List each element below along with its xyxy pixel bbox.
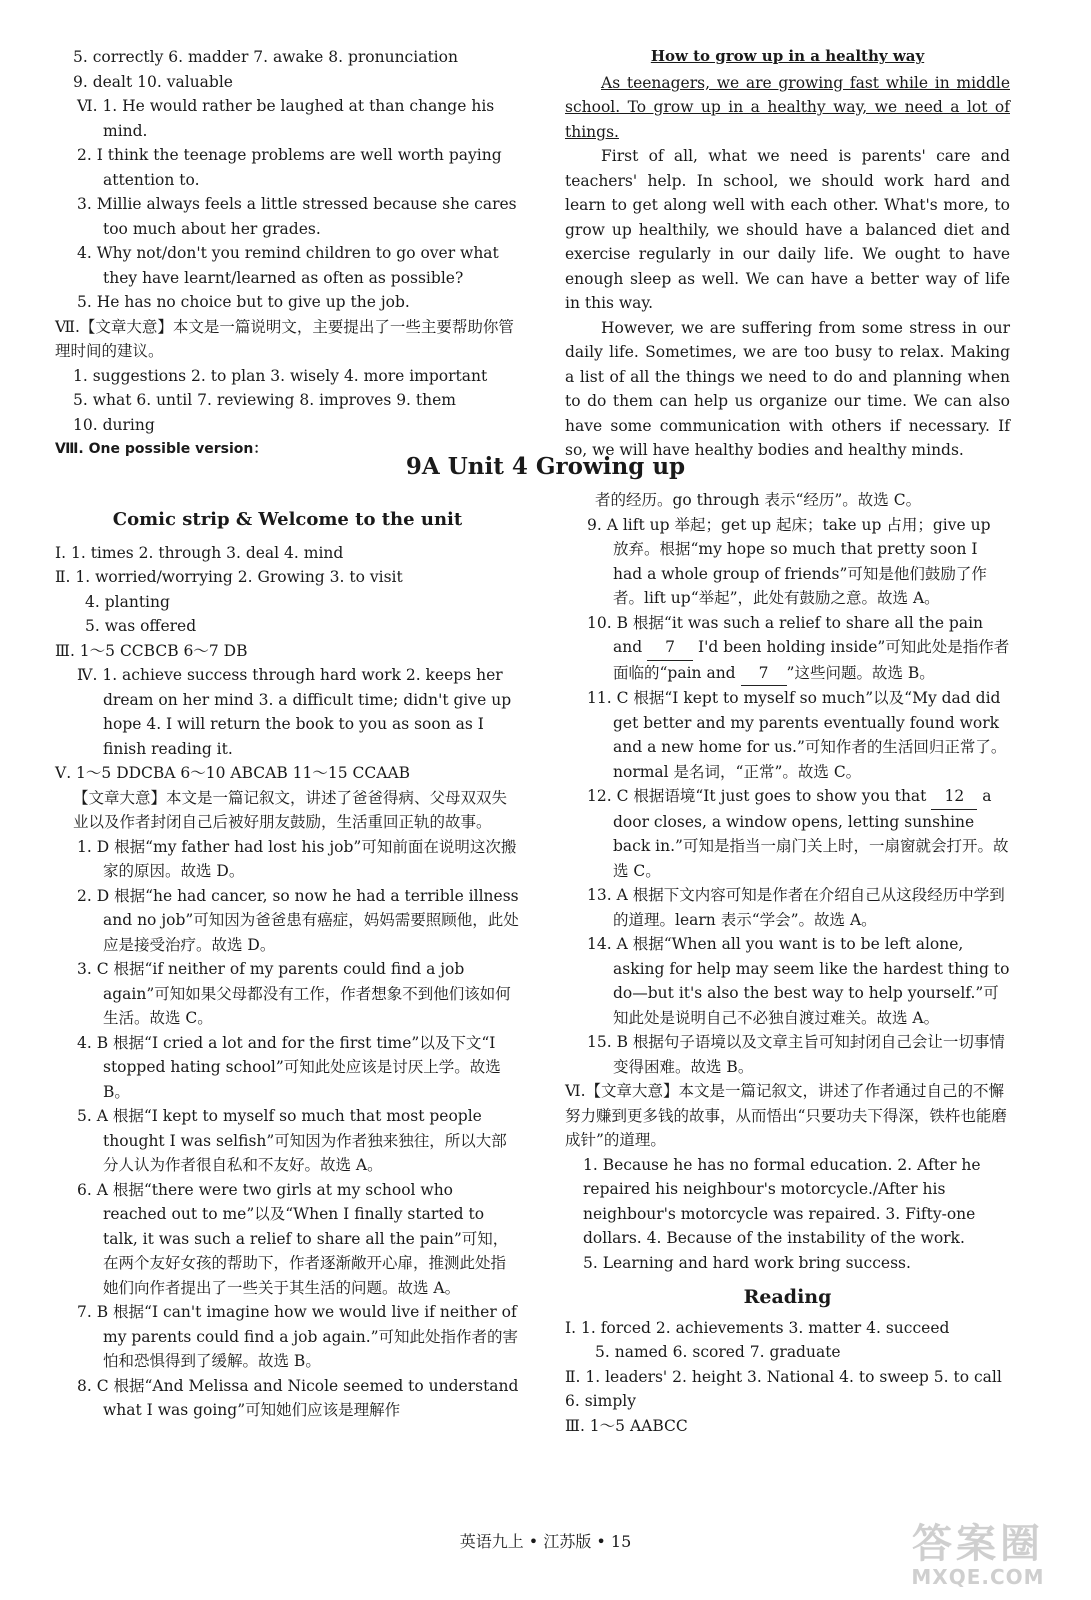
answer-line: 6. A 根据“there were two girls at my school who reached out to me”以及“When I finally started to talk, it was such a relief to share all the pain”可知，在两个友好女孩的帮助下，作者逐渐敞开心扉，推测此处指她们向作者提出了一些关于其生活的问题。故选 A。	[77, 1180, 509, 1297]
right-column	[565, 488, 1010, 1438]
answer-line: 者的经历。go through 表示“经历”。故选 C。	[595, 491, 922, 509]
answer-line: 9. A lift up 举起；get up 起床；take up 占用；give up 放弃。根据“my hope so much that pretty soon I had a whole group of friends”可知是他们鼓励了作者。lift up“举起”，此处有鼓励之意。故选 A。	[587, 515, 991, 607]
answer-q12: 12. C 根据语境“It just goes to show you that 12 a door closes, a window opens, letting sunshine back in.”可知是指当一扇门关上时，一扇窗就会打开。故选 C。	[565, 784, 1010, 883]
right-answer-list-c	[565, 883, 1010, 1275]
right-answer-list-a	[565, 488, 1010, 611]
answer-line: 5. correctly 6. madder 7. awake 8. pronunciation	[73, 48, 458, 66]
answer-line: 14. A 根据“When all you want is to be left alone, asking for help may seem like the hardest thing to do—but it's also the best way to help yourself.”可知此处是说明自己不必独自渡过难关。故选 A。	[587, 935, 1010, 1027]
answer-line: 2. I think the teenage problems are well worth paying attention to.	[77, 146, 502, 189]
answer-line: 8. C 根据“And Melissa and Nicole seemed to understand what I was going”可知她们应该是理解作	[77, 1376, 519, 1419]
essay-title: How to grow up in a healthy way	[650, 47, 925, 65]
left-answer-list	[55, 541, 520, 1423]
blank-12: 12	[931, 784, 977, 810]
model-essay	[565, 44, 1010, 463]
answer-line: 1. D 根据“my father had lost his job”可知前面在说明这次搬家的原因。故选 D。	[77, 837, 517, 880]
answer-line: 7. B 根据“I can't imagine how we would live if neither of my parents could find a job again.”可知此处指作者的害怕和恐惧得到了缓解。故选 B。	[77, 1303, 519, 1370]
answer-line: Ⅶ.【文章大意】本文是一篇说明文，主要提出了一些主要帮助你管理时间的建议。	[55, 317, 514, 360]
answer-line: 3. C 根据“if neither of my parents could find a job again”可知如果父母都没有工作，作者想象不到他们该如何生活。故选 C。	[77, 960, 511, 1027]
watermark-logo	[883, 1522, 1073, 1592]
answer-q10: 10. B 根据“it was such a relief to share all the pain and 7 I'd been holding inside”可知此处是指作者面临的“pain and 7 ”这些问题。故选 B。	[565, 611, 1010, 687]
blank-7: 7	[647, 635, 693, 661]
answer-line: 4. planting	[85, 592, 170, 611]
watermark-url: MXQE.COM	[911, 1565, 1045, 1589]
answer-line: 1. Because he has no formal education. 2. After he repaired his neighbour's motorcycle./After his neighbour's motorcycle was repaired. 3. Fifty-one dollars. 4. Because of the instability of the work.	[583, 1155, 981, 1247]
answer-line: 3. Millie always feels a little stressed because she cares too much about her grades.	[77, 195, 517, 238]
answer-line: 5. Learning and hard work bring success.	[583, 1253, 911, 1272]
answer-line: 【文章大意】本文是一篇记叙文，讲述了爸爸得病、父母双双失业以及作者封闭自己后被好朋友鼓励，生活重回正轨的故事。	[73, 788, 508, 831]
answer-line: Ⅱ. 1. worried/worrying 2. Growing 3. to visit	[55, 568, 403, 586]
answer-line: Ⅵ. 1. He would rather be laughed at than change his mind.	[77, 97, 495, 140]
unit-title: 9A Unit 4 Growing up	[405, 453, 686, 480]
section-title-reading: Reading	[743, 1286, 832, 1308]
reading-answer-list	[565, 1316, 1010, 1439]
watermark-text: 答案圈	[912, 1521, 1044, 1567]
answer-line: 4. B 根据“I cried a lot and for the first time”以及下文“I stopped hating school”可知此处应该是讨厌上学。故选 B。	[77, 1033, 501, 1101]
answer-line: 5. named 6. scored 7. graduate	[595, 1343, 841, 1361]
answer-line: Ⅲ. 1～5 CCBCB 6～7 DB	[55, 641, 248, 660]
answer-line: 5. He has no choice but to give up the job.	[77, 293, 410, 311]
top-left-column	[55, 45, 520, 462]
answer-line: 10. during	[73, 415, 155, 434]
answer-line: 5. A 根据“I kept to myself so much that most people thought I was selfish”可知因为作者独来独往，所以大部分人认为作者很自私和不友好。故选 A。	[77, 1107, 507, 1174]
essay-paragraph-3: However, we are suffering from some stress in our daily life. Sometimes, we are too busy to relax. Making a list of all the things we need to do and planning when to do them can help us organize our time. We can also have some communication with others if necessary. If so, we will have healthy bodies and healthy minds.	[565, 318, 1010, 459]
answer-line: Ⅰ. 1. forced 2. achievements 3. matter 4. succeed	[565, 1318, 950, 1337]
answer-line: 13. A 根据下文内容可知是作者在介绍自己从这段经历中学到的道理。learn 表示“学会”。故选 A。	[587, 886, 1005, 929]
section-title-comic-strip: Comic strip & Welcome to the unit	[112, 509, 463, 530]
page-footer: 英语九上 • 江苏版 • 15	[459, 1532, 632, 1551]
answer-line: 4. Why not/don't you remind children to go over what they have learnt/learned as often as possible?	[77, 244, 499, 287]
answer-line: 5. what 6. until 7. reviewing 8. improves 9. them	[73, 391, 456, 409]
answer-line: Ⅰ. 1. times 2. through 3. deal 4. mind	[55, 543, 344, 562]
answer-line: 11. C 根据“I kept to myself so much”以及“My dad did get better and my parents eventually found work and a new home for us.”可知作者的生活回归正常了。normal 是名词，“正常”。故选 C。	[587, 689, 1007, 781]
answer-line: 5. was offered	[85, 617, 197, 635]
answer-line: Ⅱ. 1. leaders' 2. height 3. National 4. to sweep 5. to call 6. simply	[565, 1367, 1002, 1410]
answer-line: 2. D 根据“he had cancer, so now he had a terrible illness and no job”可知因为爸爸患有癌症，妈妈需要照顾他，此处应是接受治疗。故选 D。	[77, 886, 519, 954]
left-column	[55, 508, 520, 1423]
blank-7-second: 7	[741, 661, 787, 687]
essay-paragraph-2: First of all, what we need is parents' care and teachers' help. In school, we should work hard and learn to get along well with each other. What's more, to grow up healthily, we should have a balanced diet and exercise regularly in our daily life. We ought to have enough sleep as well. We can have a better way of life in this way.	[565, 147, 1010, 312]
answer-line: 9. dealt 10. valuable	[73, 72, 233, 91]
right-answer-list-b	[565, 686, 1010, 784]
answer-line: Ⅴ. 1～5 DDCBA 6～10 ABCAB 11～15 CCAAB	[55, 764, 411, 782]
answer-line: Ⅳ. 1. achieve success through hard work 2. keeps her dream on her mind 3. a difficult time; didn't give up hope 4. I will return the book to you as soon as I finish reading it.	[77, 666, 512, 758]
answer-line: 1. suggestions 2. to plan 3. wisely 4. more important	[73, 366, 488, 385]
answer-line: Ⅵ.【文章大意】本文是一篇记叙文，讲述了作者通过自己的不懈努力赚到更多钱的故事，从而悟出“只要功夫下得深，铁杵也能磨成针”的道理。	[565, 1082, 1007, 1149]
answer-line: Ⅲ. 1～5 AABCC	[565, 1416, 688, 1435]
answer-line: Ⅷ. One possible version：	[55, 441, 268, 457]
answer-line: 15. B 根据句子语境以及文章主旨可知封闭自己会让一切事情变得困难。故选 B。	[587, 1033, 1005, 1076]
essay-paragraph-1: As teenagers, we are growing fast while in middle school. To grow up in a healthy way, we need a lot of things.	[565, 73, 1010, 141]
